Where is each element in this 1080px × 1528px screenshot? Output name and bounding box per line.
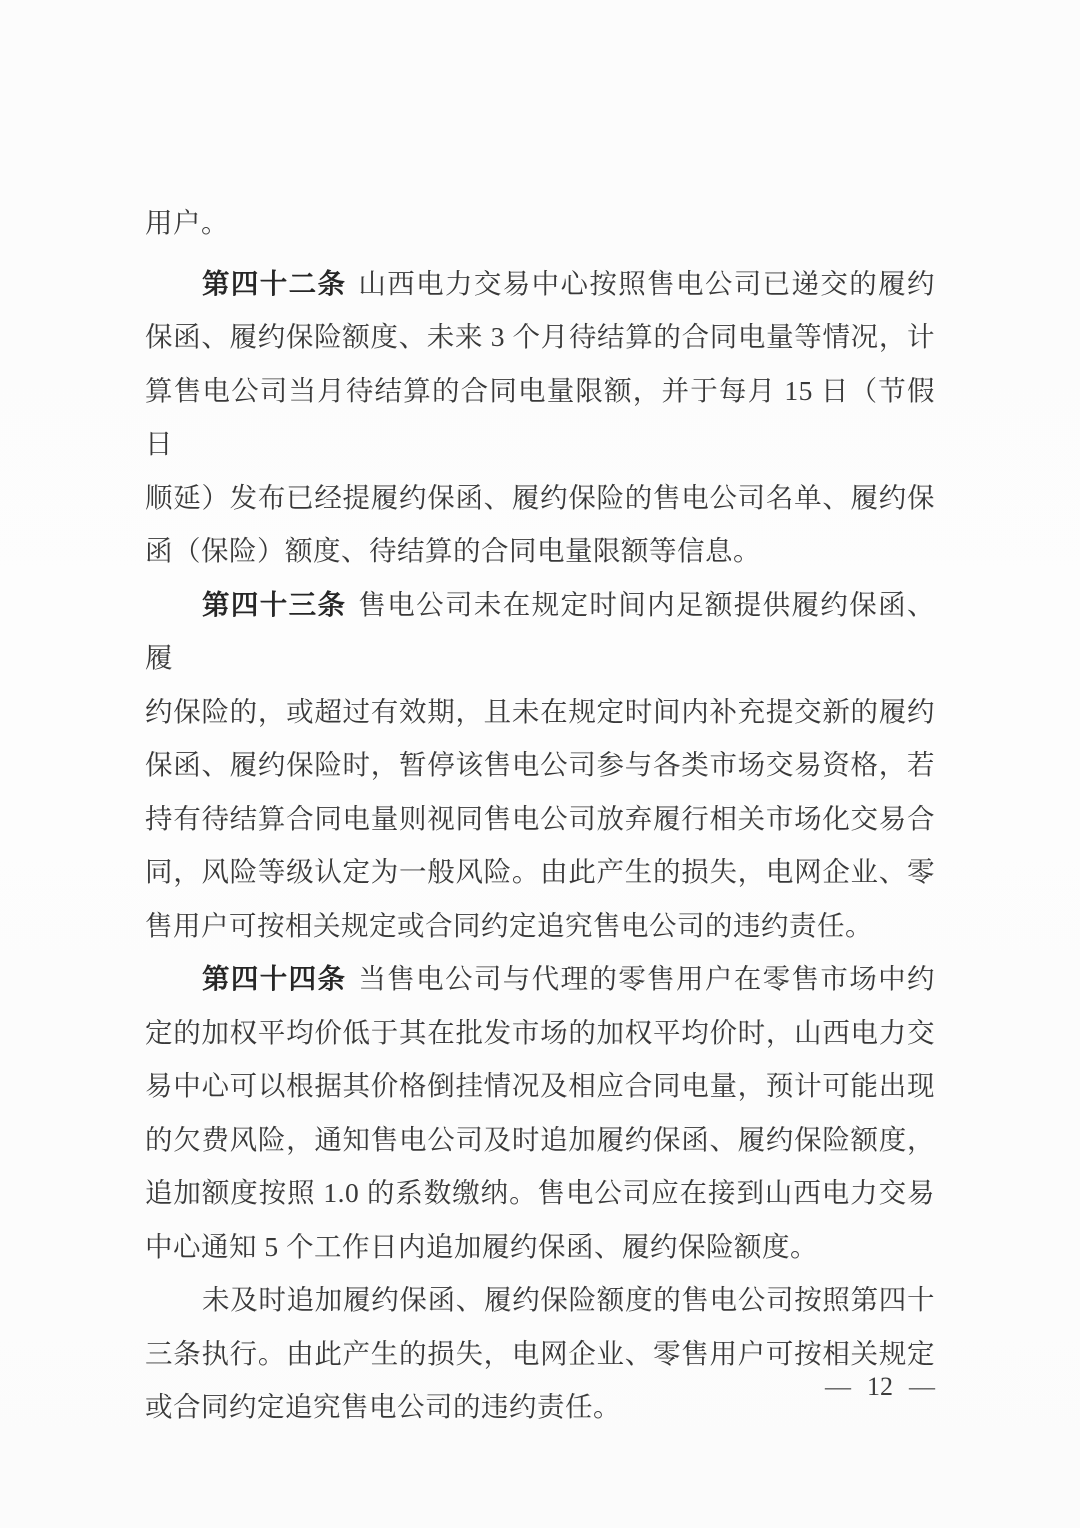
paragraph [145, 578, 935, 953]
text-line: 定的加权平均价低于其在批发市场的加权平均价时，山西电力交 [145, 1016, 935, 1048]
text-line: 中心通知 5 个工作日内追加履约保函、履约保险额度。 [145, 1230, 818, 1262]
text-line: 算售电公司当月待结算的合同电量限额，并于每月 15 日（节假日 [145, 374, 935, 459]
text-line: 顺延）发布已经提履约保函、履约保险的售电公司名单、履约保 [145, 481, 935, 513]
paragraph [145, 952, 935, 1273]
text-line: 保函、履约保险额度、未来 3 个月待结算的合同电量等情况，计 [145, 321, 935, 352]
text-line: 追加额度按照 1.0 的系数缴纳。售电公司应在接到山西电力交易 [145, 1177, 935, 1208]
text-line: 或合同约定追究售电公司的违约责任。 [145, 1391, 621, 1422]
article-number: 第四十三条 [202, 588, 347, 620]
text-line: 持有待结算合同电量则视同售电公司放弃履行相关市场化交易合 [145, 802, 935, 834]
text-line: 三条执行。由此产生的损失，电网企业、零售用户可按相关规定 [145, 1337, 935, 1369]
article-number: 第四十四条 [202, 963, 347, 994]
page-footer [145, 1372, 935, 1402]
text-line: 函（保险）额度、待结算的合同电量限额等信息。 [145, 535, 761, 566]
paragraph [145, 196, 935, 250]
footer-dash-right: — [909, 1372, 935, 1401]
document-body [145, 196, 935, 1434]
text-line: 的欠费风险，通知售电公司及时追加履约保函、履约保险额度， [145, 1123, 935, 1155]
paragraph [145, 1273, 935, 1434]
text-line: 用户。 [145, 207, 229, 238]
text-line: 易中心可以根据其价格倒挂情况及相应合同电量，预计可能出现 [145, 1070, 935, 1101]
footer-dash-left: — [825, 1372, 851, 1401]
text-line: 第四十四条 当售电公司与代理的零售用户在零售市场中约 [202, 963, 935, 994]
text-line: 保函、履约保险时，暂停该售电公司参与各类市场交易资格，若 [145, 749, 935, 780]
article-number: 第四十二条 [202, 267, 347, 299]
paragraph [145, 257, 935, 578]
text-line: 售用户可按相关规定或合同约定追究售电公司的违约责任。 [145, 909, 873, 941]
page-number: 12 [867, 1372, 893, 1401]
text-line: 同，风险等级认定为一般风险。由此产生的损失，电网企业、零 [145, 856, 935, 887]
text-line: 第四十三条 售电公司未在规定时间内足额提供履约保函、履 [145, 588, 935, 673]
text-line: 约保险的，或超过有效期，且未在规定时间内补充提交新的履约 [145, 695, 935, 727]
text-line: 第四十二条 山西电力交易中心按照售电公司已递交的履约 [202, 267, 935, 299]
text-line: 未及时追加履约保函、履约保险额度的售电公司按照第四十 [202, 1284, 935, 1315]
